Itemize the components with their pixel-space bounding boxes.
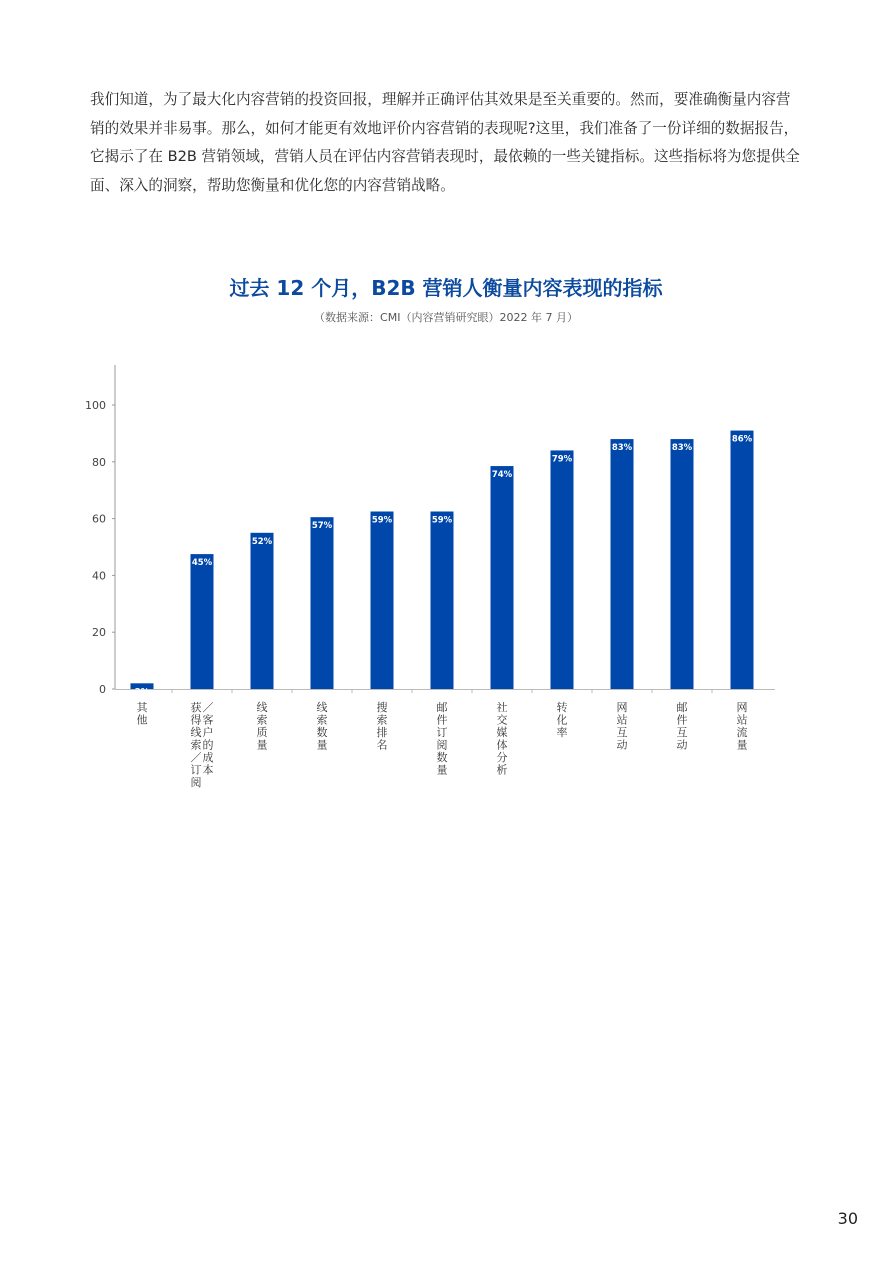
data-label: 79% [551, 454, 573, 465]
bar [371, 512, 394, 690]
bar [491, 466, 514, 689]
data-label: 59% [371, 515, 393, 526]
chart-title: 过去 12 个月，B2B 营销人衡量内容表现的指标 [229, 276, 663, 300]
data-label: 57% [311, 521, 333, 532]
x-tick-label: 线索质量 [256, 701, 268, 752]
x-tick-label: 获得线索／订阅 [190, 701, 202, 789]
data-label: 45% [191, 558, 213, 569]
bar [431, 512, 454, 690]
y-tick-label: 80 [92, 455, 106, 469]
bar [191, 554, 214, 689]
data-label: 83% [611, 443, 633, 454]
x-tick-label: 邮件互动 [676, 701, 688, 752]
x-tick-label: 转化率 [556, 701, 568, 739]
x-tick-label: 其他 [136, 701, 148, 727]
bar [611, 439, 634, 689]
chart-source: （数据来源：CMI（内容营销研究眼）2022 年 7 月） [314, 311, 578, 324]
data-label: 52% [251, 536, 273, 547]
x-tick-label: 网站流量 [736, 701, 748, 752]
bar [251, 533, 274, 689]
y-tick-label: 60 [92, 512, 106, 526]
data-label: 86% [731, 434, 753, 445]
data-label: 74% [491, 470, 513, 481]
x-tick-label: 邮件订阅数量 [436, 701, 448, 777]
data-label: 2% [134, 687, 150, 698]
x-tick-label: 社交媒体分析 [496, 701, 508, 777]
y-tick-label: 0 [99, 683, 106, 696]
x-tick-label: 网站互动 [616, 701, 628, 752]
data-label: 59% [431, 515, 453, 526]
intro-paragraph: 我们知道，为了最大化内容营销的投资回报，理解并正确评估其效果是至关重要的。然而，要准确衡量内容营销的效果并非易事。那么，如何才能更有效地评价内容营销的表现呢?这里，我们准备了一份详细的数据报告，它揭示了在 B2B 营销领域，营销人员在评估内容营销表现时，最依赖的一些关键指标。这些指标将为您提供全面、深入的洞察，帮助您衡量和优化您的内容营销战略。 [90, 91, 800, 194]
bar [311, 517, 334, 689]
x-tick-label: 线索数量 [316, 701, 328, 752]
bar [671, 439, 694, 689]
page-number: 30 [837, 1209, 858, 1228]
data-label: 83% [671, 443, 693, 454]
bar [551, 450, 574, 689]
x-tick-label: 搜索排名 [376, 701, 388, 752]
x-tick-label: ／客户的成本 [202, 701, 214, 777]
bar [731, 431, 754, 689]
bar-chart [0, 360, 892, 810]
y-tick-label: 20 [92, 626, 106, 640]
y-tick-label: 100 [85, 399, 106, 412]
y-tick-label: 40 [92, 569, 106, 583]
